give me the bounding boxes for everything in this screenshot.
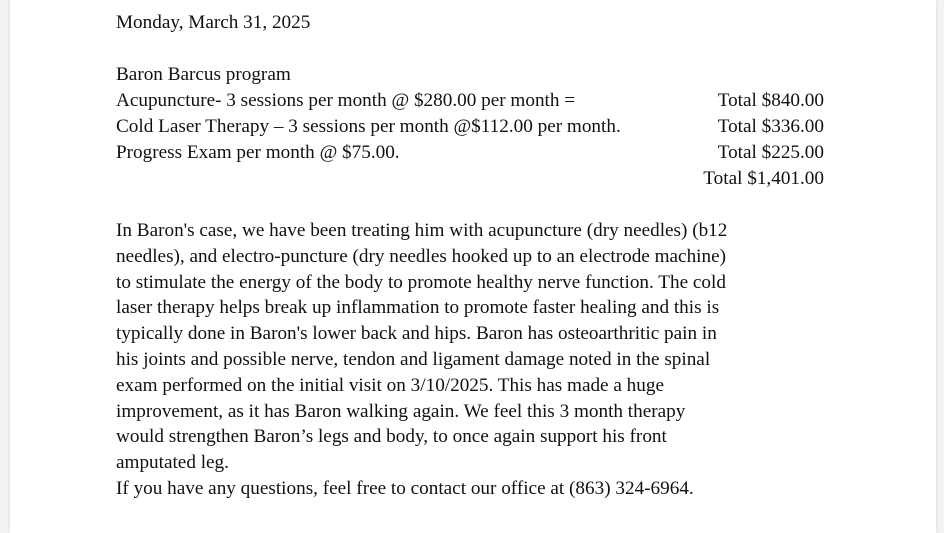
line-item-cold-laser [116,114,824,140]
paragraph-line: his joints and possible nerve, tendon and ligament damage noted in the spinal [116,348,711,370]
line-item-description: Acupuncture- 3 sessions per month @ $280.00 per month = [116,90,576,111]
line-item-total: Total $840.00 [717,90,824,111]
contact-line: If you have any questions, feel free to contact our office at (863) 324-6964. [116,477,694,499]
line-item-description: Progress Exam per month @ $75.00. [116,142,400,163]
line-item-acupuncture [116,88,824,114]
paragraph-line: to stimulate the energy of the body to promote healthy nerve function. The cold [116,271,726,293]
paragraph-line: improvement, as it has Baron walking again. We feel this 3 month therapy [116,400,686,422]
letter-body [116,10,836,502]
treatment-paragraph [116,218,828,476]
paragraph-line: exam performed on the initial visit on 3/10/2025. This has made a huge [116,374,664,396]
paragraph-line: amputated leg. [116,452,229,474]
line-item-description: Cold Laser Therapy – 3 sessions per month @$112.00 per month. [116,116,621,137]
paragraph-line: would strengthen Baron’s legs and body, to once again support his front [116,426,667,448]
program-title: Baron Barcus program [116,64,291,85]
paragraph-line: typically done in Baron's lower back and hips. Baron has osteoarthritic pain in [116,323,717,345]
paragraph-line: In Baron's case, we have been treating him with acupuncture (dry needles) (b12 [116,220,728,241]
paragraph-line: laser therapy helps break up inflammation to promote faster healing and this is [116,297,720,319]
grand-total: Total $1,401.00 [703,168,824,189]
letter-date: Monday, March 31, 2025 [116,12,311,33]
line-item-total: Total $225.00 [717,142,824,163]
spacer [116,192,836,218]
line-item-total: Total $336.00 [717,116,824,137]
paragraph-line: needles), and electro-puncture (dry needles hooked up to an electrode machine) [116,245,726,267]
line-item-progress-exam [116,140,824,166]
